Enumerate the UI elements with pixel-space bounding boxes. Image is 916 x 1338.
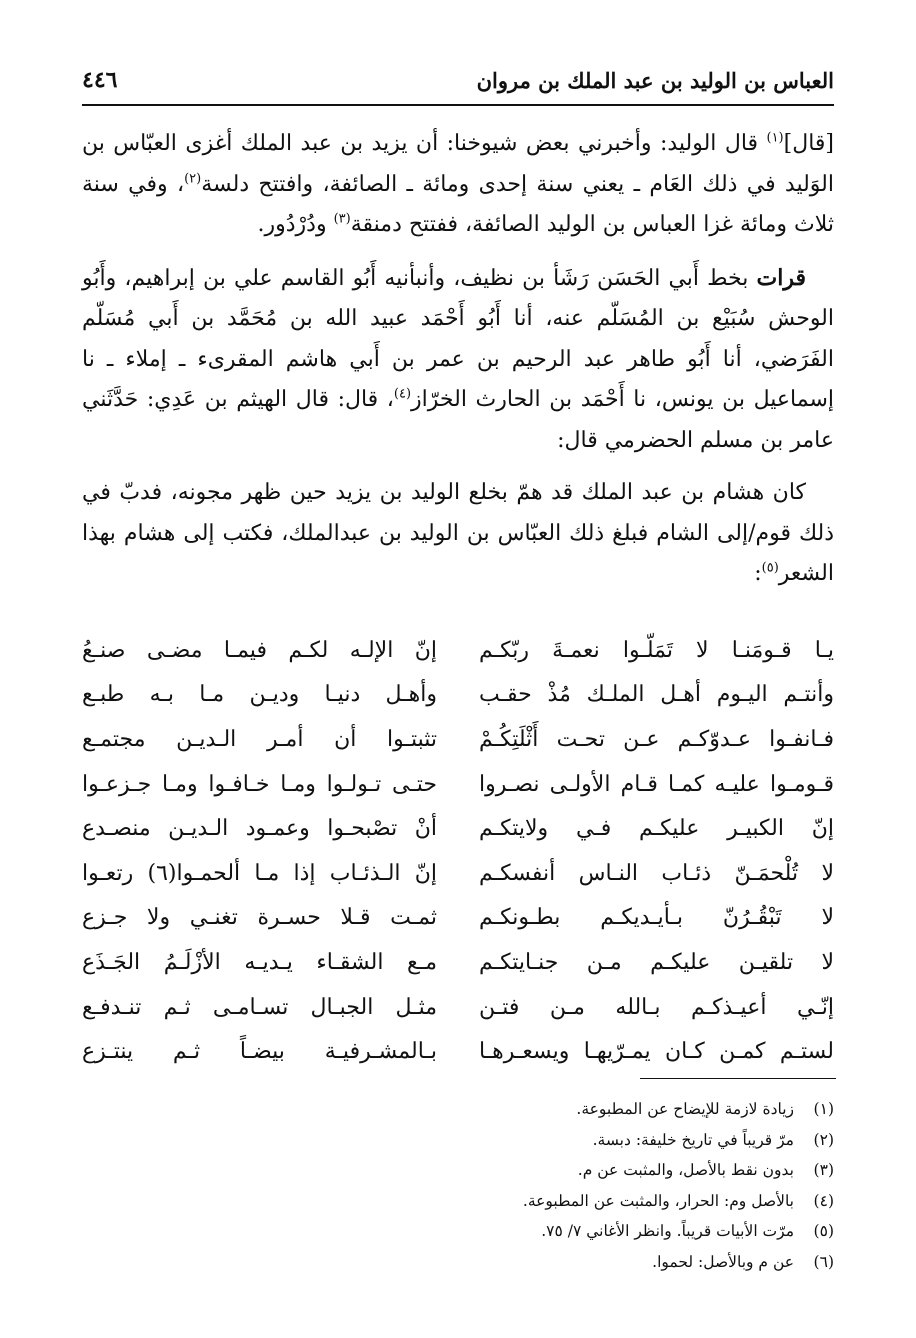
footnote-ref: (٥) <box>761 560 779 576</box>
footnote-text: مرّ قريباً في تاريخ خليفة: دبسة. <box>592 1130 794 1149</box>
verse <box>82 985 834 1030</box>
text-run: : <box>754 561 762 586</box>
footnote <box>82 1125 834 1156</box>
footnote-number: (٣) <box>813 1161 834 1179</box>
footnote <box>82 1094 834 1125</box>
first-hemistich: إنّ الكبيـر عليكـم فـي ولايتكـم <box>479 816 834 842</box>
footnote <box>82 1216 834 1247</box>
verse <box>82 628 834 673</box>
second-hemistich: بـالمشـرفيـة بيضـاً ثـم ينتـزع <box>82 1039 437 1065</box>
text-run: ، وفي سنة ثلاث ومائة غزا العباس بن الوليد الصائفة، ففتتح دمنقة <box>82 171 834 237</box>
footnote <box>82 1155 834 1186</box>
footnote <box>82 1247 834 1278</box>
header-rule <box>82 104 834 106</box>
paragraph-3 <box>82 473 834 595</box>
footnotes <box>82 1094 834 1277</box>
verse <box>82 940 834 985</box>
second-hemistich: مـع الشقـاء يـديـه الأزْلَـمُ الجَـذَع <box>82 949 437 975</box>
footnote-number: (٢) <box>813 1130 834 1149</box>
text-run: قال الوليد: وأخبرني بعض شيوخنا: أن يزيد بن عبد الملك أغزى العبّاس بن الوَليد في ذلك العَام ـ يعني سنة إحدى ومائة ـ الصائفة، وافتتح دلسة <box>82 131 834 197</box>
footnote-ref: (٤) <box>393 386 412 402</box>
first-hemistich: يـا قـومَنـا لا تَمَلّـوا نعمـةَ ربّكـم <box>479 637 834 663</box>
text-run: ودُرْدُور. <box>257 212 334 237</box>
page-number: ٤٤٦ <box>82 67 118 93</box>
first-hemistich: قـومـوا عليـه كمـا قـام الأولـى نصـروا <box>479 771 834 797</box>
footnote-ref: (٣) <box>333 211 351 227</box>
text-run: [قال] <box>783 131 834 156</box>
first-hemistich: وأنتـم اليـوم أهـل الملـك مُذْ حقـب <box>479 682 834 708</box>
second-hemistich: تثبتـوا أن أمـر الـديـن مجتمـع <box>82 726 437 752</box>
verse <box>82 717 834 762</box>
second-hemistich: وأهـل دنيـا وديـن مـا بـه طبـع <box>82 682 437 708</box>
footnote-text: بدون نقط بالأصل، والمثبت عن م. <box>577 1161 794 1179</box>
footnote-number: (٥) <box>813 1222 834 1240</box>
footnote-text: بالأصل وم: الحرار، والمثبت عن المطبوعة. <box>522 1191 794 1210</box>
first-hemistich: لا تُلْحمَـنّ ذئـاب النـاس أنفسكـم <box>479 860 834 886</box>
page-header <box>82 58 834 102</box>
footnote-ref: (١) <box>766 130 784 146</box>
verse <box>82 851 834 896</box>
footnote-number: (٤) <box>813 1191 834 1210</box>
paragraph-2 <box>82 258 834 462</box>
second-hemistich: حتـى تـولـوا ومـا خـافـوا ومـا جـزعـوا <box>82 771 437 797</box>
first-hemistich: إنّـي أعيـذكـم بـالله مـن فتـن <box>479 994 834 1020</box>
footnote-text: مرّت الأبيات قريباً. وانظر الأغاني ٧/ ٧٥. <box>541 1222 794 1240</box>
footnote-ref: (٢) <box>184 171 202 187</box>
footnote-number: (٦) <box>813 1252 834 1271</box>
text-run: ، قال: قال الهيثم بن عَدِي: حَدَّثَني عامر بن مسلم الحضرمي قال: <box>82 387 834 453</box>
second-hemistich: إنّ الـذئـاب إذا مـا ألحمـوا(٦) رتعـوا <box>82 860 437 886</box>
poem <box>82 628 834 1074</box>
footnote-text: عن م وبالأصل: لحموا. <box>652 1252 794 1271</box>
footnote-rule <box>640 1078 836 1079</box>
running-title: العباس بن الوليد بن عبد الملك بن مروان <box>476 67 834 93</box>
first-hemistich: لا تلقيـن عليكـم مـن جنـايتكـم <box>479 949 834 975</box>
first-hemistich: لا تَبْقُـرُنّ بـأيـديكـم بطـونكـم <box>479 905 834 931</box>
second-hemistich: أنْ تصْبحـوا وعمـود الـديـن منصـدع <box>82 816 437 842</box>
footnote <box>82 1186 834 1217</box>
second-hemistich: إنّ الإلـه لكـم فيمـا مضـى صنـعُ <box>82 637 437 663</box>
paragraph-1 <box>82 124 834 246</box>
main-text <box>82 124 834 607</box>
verse <box>82 1029 834 1074</box>
verse <box>82 806 834 851</box>
verse <box>82 896 834 941</box>
second-hemistich: مثـل الجبـال تسـامـى ثـم تنـدفـع <box>82 994 437 1020</box>
second-hemistich: ثمـت قـلا حسـرة تغنـي ولا جـزع <box>82 905 437 931</box>
text-run: بخط أَبي الحَسَن رَشَأ بن نظيف، وأنبأنيه أَبُو القاسم علي بن إبراهيم، وأَبُو الوحش سُبَيْع بن المُسَلّم عنه، أنا أَبُو أَحْمَد عبيد الله بن مُحَمَّد بن أَبي مُسَلّم الفَرَضي، أنا أَبُو طاهر عبد الرحيم بن عمر بن أَبي هاشم المقرىء ـ إملاء ـ نا إسماعيل بن يونس، نا أَحْمَد بن الحارث الخرّاز <box>82 265 834 412</box>
footnote-text: زيادة لازمة للإيضاح عن المطبوعة. <box>576 1100 794 1118</box>
lead-word: قرات <box>756 264 806 291</box>
text-run: كان هشام بن عبد الملك قد همّ بخلع الوليد بن يزيد حين ظهر مجونه، فدبّ في ذلك قوم/إلى الشام فبلغ ذلك العبّاس بن الوليد بن عبدالملك، فكتب إلى هشام بهذا الشعر <box>82 480 834 586</box>
verse <box>82 673 834 718</box>
verse <box>82 762 834 807</box>
footnote-number: (١) <box>813 1100 834 1118</box>
first-hemistich: فـانفـوا عـدوّكـم عـن تحـت أَثْلَتِكُـمْ <box>479 726 834 752</box>
first-hemistich: لستـم كمـن كـان يمـرّيهـا ويسعـرهـا <box>479 1039 834 1065</box>
